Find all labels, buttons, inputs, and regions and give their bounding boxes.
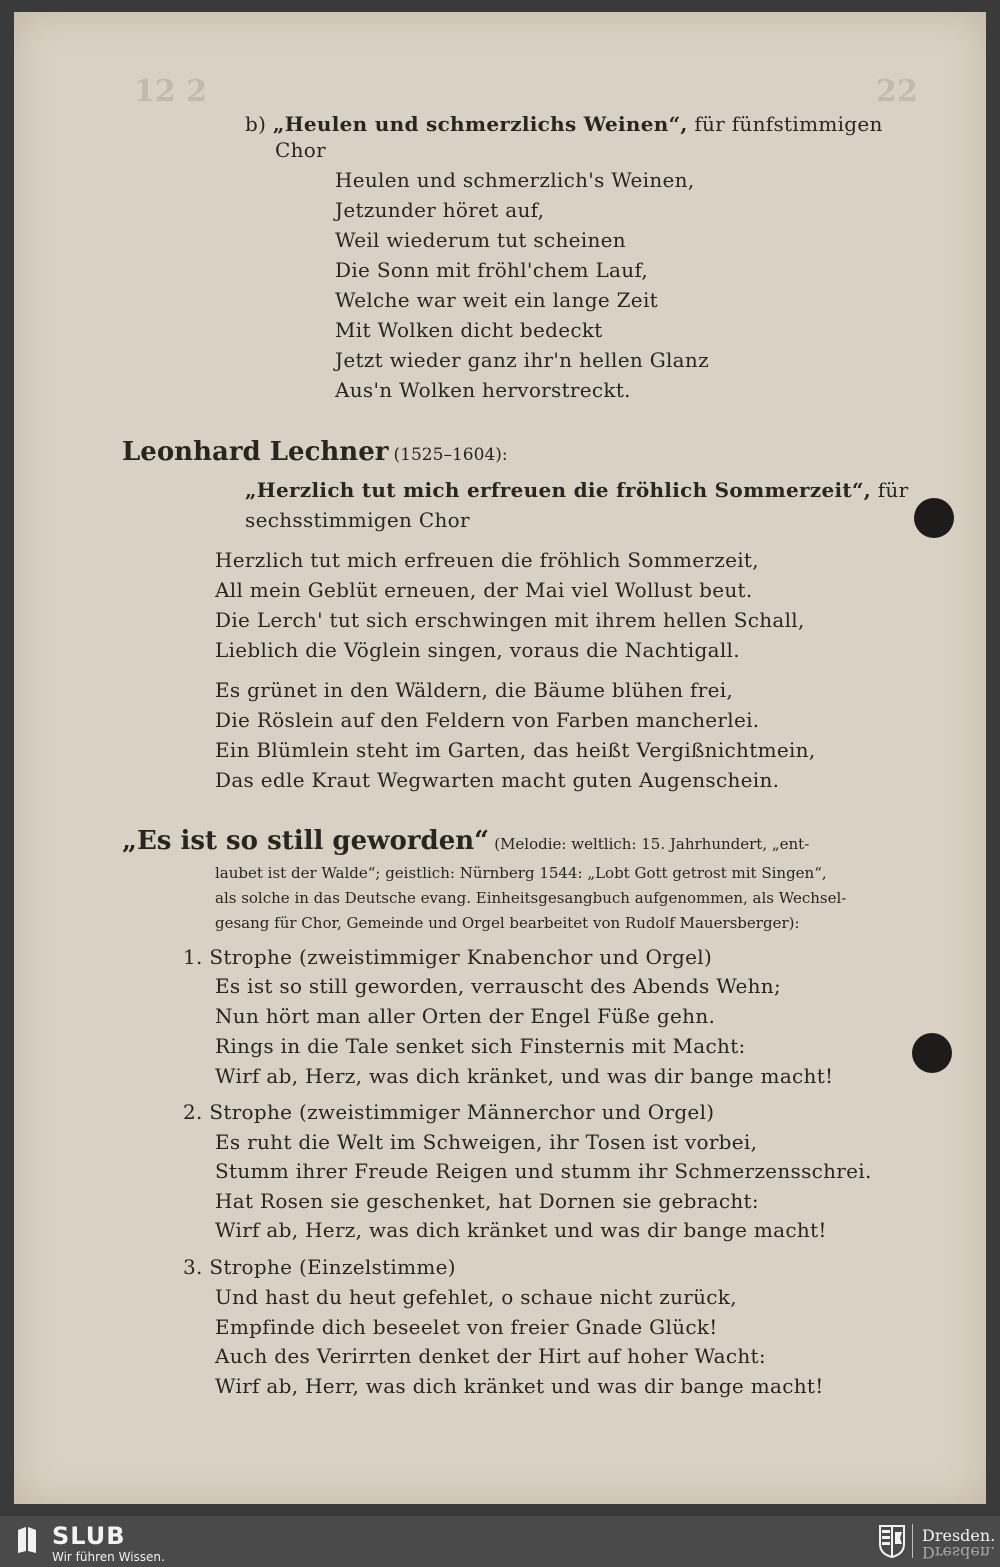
verse-line: Jetzt wieder ganz ihr'n hellen Glanz: [335, 348, 709, 372]
composer-dates: (1525–1604):: [393, 445, 508, 465]
song-title-line: [245, 478, 908, 502]
hymn-note-line: laubet ist der Walde“; geistlich: Nürnberg 1544: „Lobt Gott getrost mit Singen“,: [215, 864, 827, 882]
verse-line: Lieblich die Vöglein singen, voraus die Nachtigall.: [215, 638, 740, 662]
punch-hole: [912, 1033, 952, 1073]
verse-line: Wirf ab, Herz, was dich kränket, und was dir bange macht!: [215, 1064, 834, 1088]
strophe-title: Strophe (zweistimmiger Knabenchor und Orgel): [209, 945, 713, 969]
section-b-title: „Heulen und schmerzlichs Weinen“,: [272, 112, 688, 136]
verse-line: Auch des Verirrten denket der Hirt auf hoher Wacht:: [215, 1344, 766, 1368]
verse-line: Und hast du heut gefehlet, o schaue nicht zurück,: [215, 1285, 737, 1309]
verse-line: Wirf ab, Herr, was dich kränket und was dir bange macht!: [215, 1374, 824, 1398]
section-b-heading: [245, 112, 883, 136]
dresden-city-name[interactable]: Dresden.: [922, 1526, 996, 1545]
dresden-coat-of-arms-icon[interactable]: [878, 1524, 906, 1558]
punch-hole: [914, 498, 954, 538]
hymn-title: „Es ist so still geworden“: [122, 826, 490, 856]
strophe-number: 1.: [183, 945, 203, 969]
verse-line: Die Lerch' tut sich erschwingen mit ihrem hellen Schall,: [215, 608, 805, 632]
verse-line: Es grünet in den Wäldern, die Bäume blühen frei,: [215, 678, 734, 702]
footer-bar: [0, 1516, 1000, 1567]
strophe-number: 3.: [183, 1255, 203, 1279]
verse-line: Stumm ihrer Freude Reigen und stumm ihr Schmerzensschrei.: [215, 1159, 872, 1183]
slub-slogan: Wir führen Wissen.: [52, 1550, 165, 1564]
verse-line: Die Röslein auf den Feldern von Farben mancherlei.: [215, 708, 760, 732]
verse-line: Empfinde dich beseelet von freier Gnade Glück!: [215, 1315, 718, 1339]
section-b-title-rest: für fünfstimmigen: [694, 112, 883, 136]
hymn-note-line: als solche in das Deutsche evang. Einheitsgesangbuch aufgenommen, als Wechsel-: [215, 889, 847, 907]
strophe-heading: [183, 945, 712, 969]
verse-line: Hat Rosen sie geschenket, hat Dornen sie gebracht:: [215, 1189, 759, 1213]
hymn-note-line: (Melodie: weltlich: 15. Jahrhundert, „ent-: [494, 835, 810, 853]
song-title-rest: für: [877, 478, 909, 502]
verse-line: Wirf ab, Herz, was dich kränket und was dir bange macht!: [215, 1218, 827, 1242]
composer-name: Leonhard Lechner: [122, 437, 389, 467]
footer-divider: [912, 1524, 913, 1558]
verse-line: Weil wiederum tut scheinen: [335, 228, 626, 252]
strophe-heading: [183, 1255, 456, 1279]
verse-line: Die Sonn mit fröhl'chem Lauf,: [335, 258, 649, 282]
dresden-city-reflection: Dresden.: [922, 1543, 996, 1562]
strophe-number: 2.: [183, 1100, 203, 1124]
verse-line: Es ruht die Welt im Schweigen, ihr Tosen ist vorbei,: [215, 1130, 758, 1154]
verse-line: Mit Wolken dicht bedeckt: [335, 318, 603, 342]
slub-book-icon[interactable]: [16, 1526, 38, 1554]
verse-line: All mein Geblüt erneuen, der Mai viel Wollust beut.: [215, 578, 753, 602]
hymn-heading: [122, 826, 809, 856]
verse-line: Rings in die Tale senket sich Finsternis mit Macht:: [215, 1034, 746, 1058]
verse-line: Das edle Kraut Wegwarten macht guten Augenschein.: [215, 768, 780, 792]
section-b-title-cont: Chor: [275, 138, 326, 162]
page-number-right: 22: [876, 74, 918, 109]
strophe-title: Strophe (zweistimmiger Männerchor und Orgel): [209, 1100, 715, 1124]
strophe-heading: [183, 1100, 714, 1124]
verse-line: Aus'n Wolken hervorstreckt.: [335, 378, 631, 402]
verse-line: Herzlich tut mich erfreuen die fröhlich Sommerzeit,: [215, 548, 759, 572]
hymn-note-line: gesang für Chor, Gemeinde und Orgel bearbeitet von Rudolf Mauersberger):: [215, 914, 800, 932]
strophe-title: Strophe (Einzelstimme): [209, 1255, 456, 1279]
verse-line: Heulen und schmerzlich's Weinen,: [335, 168, 695, 192]
verse-line: Jetzunder höret auf,: [335, 198, 545, 222]
song-title: „Herzlich tut mich erfreuen die fröhlich Sommerzeit“,: [245, 478, 872, 502]
song-title-cont: sechsstimmigen Chor: [245, 508, 470, 532]
verse-line: Es ist so still geworden, verrauscht des Abends Wehn;: [215, 974, 781, 998]
composer-heading: [122, 437, 508, 467]
page-number-left: 12 2: [134, 74, 208, 109]
section-label: b): [245, 112, 267, 136]
verse-line: Ein Blümlein steht im Garten, das heißt Vergißnichtmein,: [215, 738, 816, 762]
slub-name[interactable]: SLUB: [52, 1522, 126, 1550]
verse-line: Welche war weit ein lange Zeit: [335, 288, 658, 312]
verse-line: Nun hört man aller Orten der Engel Füße gehn.: [215, 1004, 716, 1028]
